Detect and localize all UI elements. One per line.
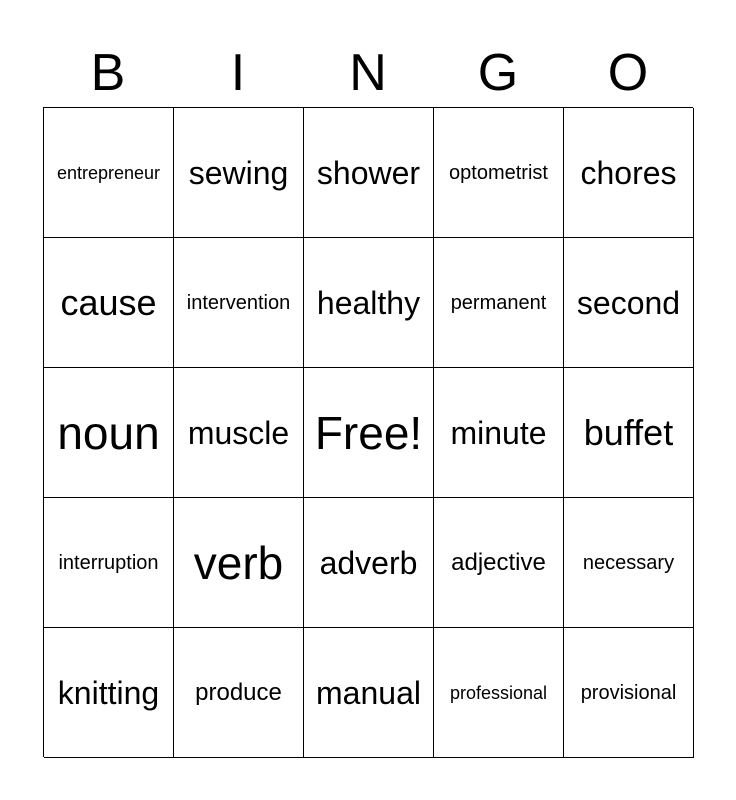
- bingo-cell: second: [564, 238, 694, 368]
- header-letter-g: G: [477, 44, 519, 102]
- bingo-cell: cause: [44, 238, 174, 368]
- bingo-cell: chores: [564, 108, 694, 238]
- bingo-cell: optometrist: [434, 108, 564, 238]
- bingo-board: [43, 107, 693, 757]
- bingo-cell: adjective: [434, 498, 564, 628]
- bingo-cell: healthy: [304, 238, 434, 368]
- header-letter-o: O: [607, 44, 649, 102]
- bingo-cell: produce: [174, 628, 304, 758]
- bingo-cell: minute: [434, 368, 564, 498]
- bingo-cell: verb: [174, 498, 304, 628]
- bingo-cell: professional: [434, 628, 564, 758]
- header-letter-b: B: [90, 44, 126, 102]
- bingo-cell: interruption: [44, 498, 174, 628]
- bingo-cell: necessary: [564, 498, 694, 628]
- bingo-cell: provisional: [564, 628, 694, 758]
- free-space-cell: Free!: [304, 368, 434, 498]
- bingo-cell: adverb: [304, 498, 434, 628]
- header-letter-n: N: [349, 44, 387, 102]
- bingo-cell: muscle: [174, 368, 304, 498]
- bingo-cell: buffet: [564, 368, 694, 498]
- bingo-cell: knitting: [44, 628, 174, 758]
- bingo-cell: noun: [44, 368, 174, 498]
- bingo-cell: permanent: [434, 238, 564, 368]
- bingo-cell: entrepreneur: [44, 108, 174, 238]
- bingo-header: [43, 40, 693, 106]
- bingo-cell: sewing: [174, 108, 304, 238]
- bingo-cell: manual: [304, 628, 434, 758]
- header-letter-i: I: [230, 44, 246, 102]
- bingo-cell: intervention: [174, 238, 304, 368]
- bingo-cell: shower: [304, 108, 434, 238]
